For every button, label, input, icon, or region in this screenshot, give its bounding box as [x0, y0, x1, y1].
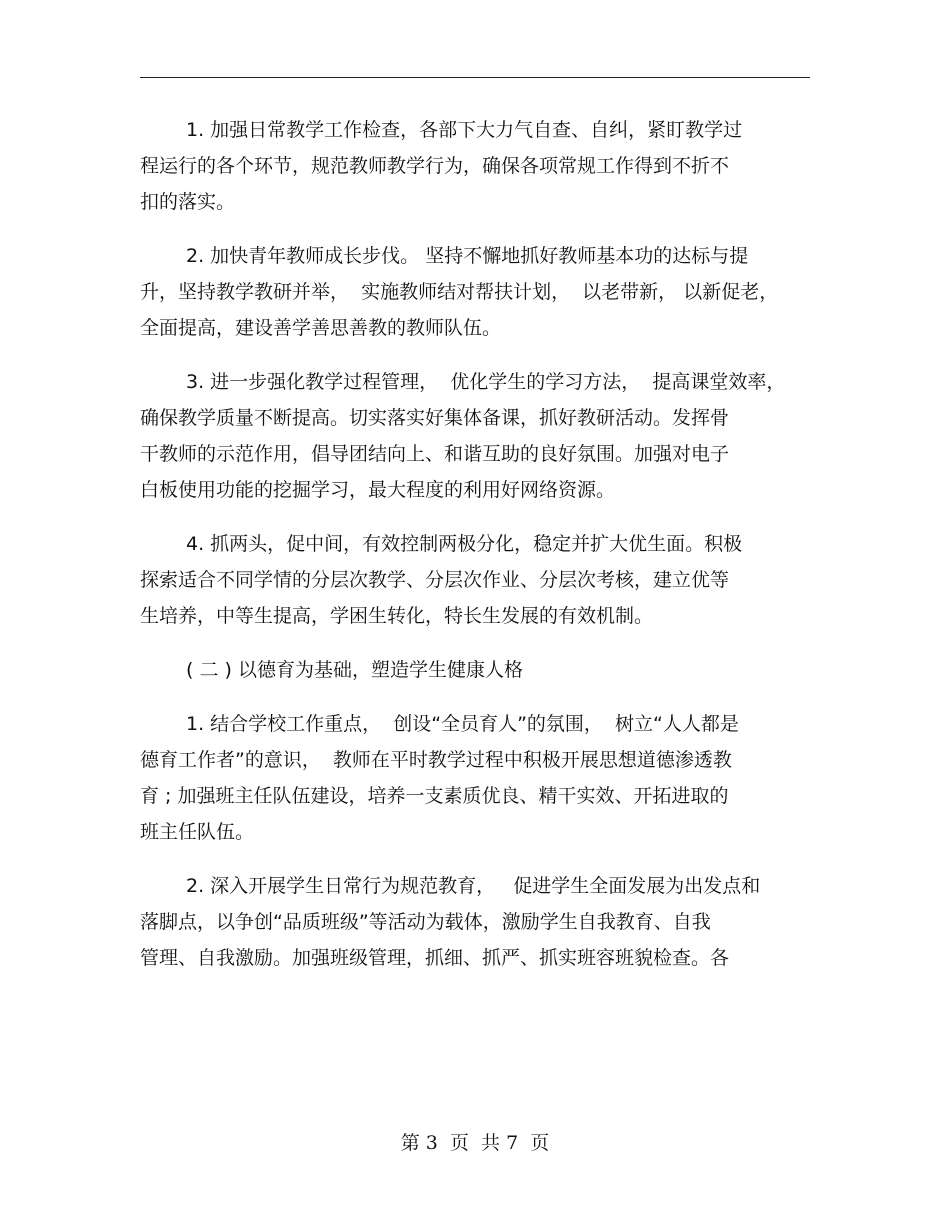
paragraph-line: 1. 加强日常教学工作检查，各部下大力气自查、自纠，紧盯教学过 — [186, 119, 743, 141]
paragraph-line: 管理、自我激励。加强班级管理，抓细、抓严、抓实班容班貌检查。各 — [140, 947, 730, 969]
paragraph-line: 全面提高，建设善学善思善教的教师队伍。 — [140, 317, 502, 339]
paragraph-3 — [140, 364, 810, 508]
paragraph-6 — [140, 868, 810, 976]
paragraph-2 — [140, 238, 810, 346]
paragraph-line: 程运行的各个环节，规范教师教学行为，确保各项常规工作得到不折不 — [140, 155, 730, 177]
paragraph-line: 白板使用功能的挖掘学习，最大程度的利用好网络资源。 — [140, 479, 616, 501]
paragraph-line: 探索适合不同学情的分层次教学、分层次作业、分层次考核，建立优等 — [140, 569, 730, 591]
section-heading — [140, 652, 810, 688]
page-number-footer: 第 3 页 共 7 页 — [400, 1132, 550, 1154]
paragraph-line: 生培养，中等生提高，学困生转化，特长生发展的有效机制。 — [140, 605, 654, 627]
paragraph-1 — [140, 112, 810, 220]
paragraph-line: 落脚点，以争创“品质班级”等活动为载体，激励学生自我教育、自我 — [140, 911, 711, 933]
paragraph-line: 德育工作者”的意识， 教师在平时教学过程中积极开展思想道德渗透教 — [140, 749, 732, 771]
paragraph-line: 确保教学质量不断提高。切实落实好集体备课，抓好教研活动。发挥骨 — [140, 407, 730, 429]
paragraph-line: 4. 抓两头，促中间，有效控制两极分化，稳定并扩大优生面。积极 — [186, 533, 743, 555]
paragraph-line: 班主任队伍。 — [140, 821, 255, 843]
header-rule — [140, 77, 810, 78]
paragraph-5 — [140, 706, 810, 850]
paragraph-line: 1. 结合学校工作重点， 创设“全员育人”的氛围， 树立“人人都是 — [186, 713, 739, 735]
document-body — [140, 112, 810, 994]
section-heading-text: ( 二 ) 以德育为基础，塑造学生健康人格 — [186, 659, 523, 681]
paragraph-line: 干教师的示范作用，倡导团结向上、和谐互助的良好氛围。加强对电子 — [140, 443, 730, 465]
paragraph-line: 3. 进一步强化教学过程管理， 优化学生的学习方法， 提高课堂效率， — [186, 371, 786, 393]
paragraph-line: 升，坚持教学教研并举， 实施教师结对帮扶计划， 以老带新， 以新促老， — [140, 281, 779, 303]
paragraph-line: 育 ; 加强班主任队伍建设，培养一支素质优良、精干实效、开拓进取的 — [140, 785, 729, 807]
paragraph-line: 扣的落实。 — [140, 191, 236, 213]
paragraph-line: 2. 深入开展学生日常行为规范教育， 促进学生全面发展为出发点和 — [186, 875, 761, 897]
paragraph-line: 2. 加快青年教师成长步伐。 坚持不懈地抓好教师基本功的达标与提 — [186, 245, 749, 267]
paragraph-4 — [140, 526, 810, 634]
